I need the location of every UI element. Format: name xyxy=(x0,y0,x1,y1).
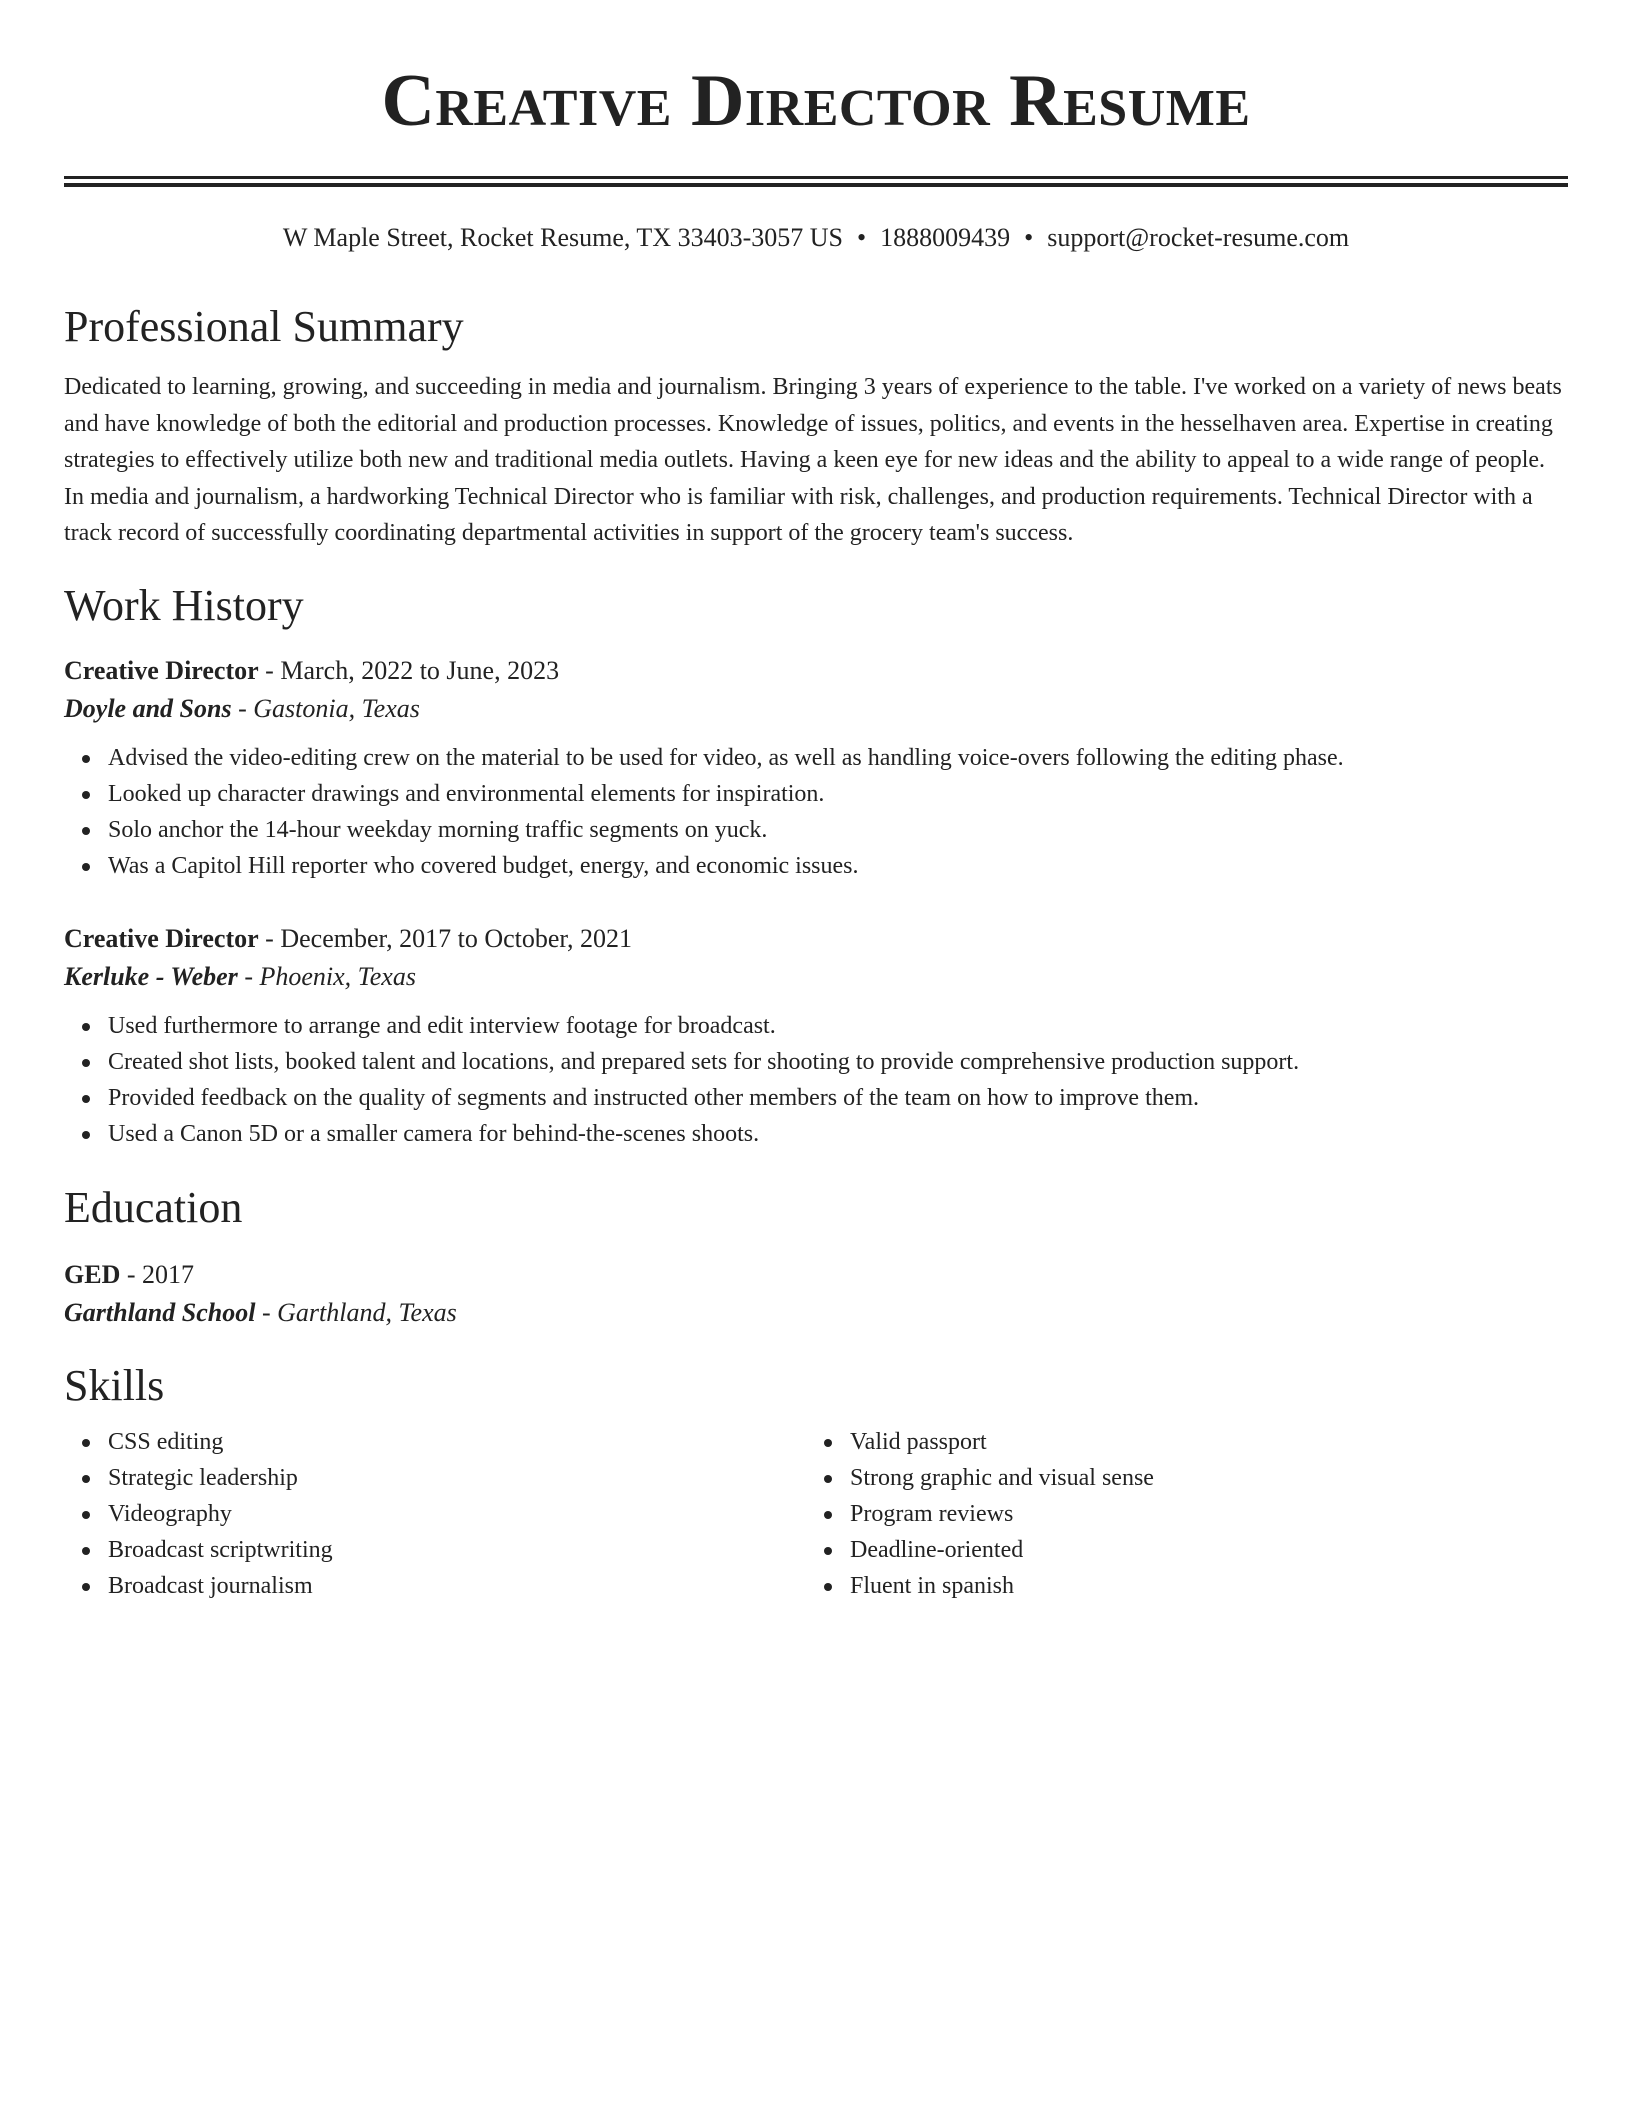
skill-item: Broadcast journalism xyxy=(108,1568,806,1604)
education-school: Garthland School xyxy=(64,1297,256,1327)
skills-list-right xyxy=(806,1424,1548,1604)
skill-item: Strategic leadership xyxy=(108,1460,806,1496)
job-bullet: Was a Capitol Hill reporter who covered budget, energy, and economic issues. xyxy=(108,848,1568,884)
job-company: Kerluke - Weber xyxy=(64,961,238,991)
job-employer-line xyxy=(64,690,1568,728)
summary-text: Dedicated to learning, growing, and succeeding in media and journalism. Bringing 3 years of experience to the table. I've worked on a variety of news beats and have knowledge of both the editorial and production processes. Knowledge of issues, politics, and events in the hesselhaven area. Expertise in creating strategies to effectively utilize both new and traditional media outlets. Having a keen eye for new ideas and the ability to appeal to a wide range of people. In media and journalism, a hardworking Technical Director who is familiar with risk, challenges, and production requirements. Technical Director with a track record of successfully coordinating departmental activities in support of the grocery team's success. xyxy=(64,374,1562,546)
contact-separator: • xyxy=(857,223,867,252)
job-company: Doyle and Sons xyxy=(64,693,232,723)
job-entry xyxy=(64,920,1568,1152)
job-title-line xyxy=(64,920,1568,958)
job-title-line xyxy=(64,652,1568,690)
job-bullet: Used a Canon 5D or a smaller camera for behind-the-scenes shoots. xyxy=(108,1116,1568,1152)
job-bullet: Solo anchor the 14-hour weekday morning traffic segments on yuck. xyxy=(108,812,1568,848)
education-heading: Education xyxy=(64,1182,243,1232)
skill-item: Program reviews xyxy=(850,1496,1548,1532)
skills-list-left xyxy=(64,1424,806,1604)
job-role: Creative Director xyxy=(64,923,259,953)
job-dash: - xyxy=(231,693,254,723)
title-double-rule xyxy=(64,176,1568,187)
education-year: 2017 xyxy=(142,1259,195,1289)
skills-heading: Skills xyxy=(64,1360,165,1410)
summary-heading: Professional Summary xyxy=(64,302,464,351)
education-degree-line xyxy=(64,1256,1568,1294)
education-dash: - xyxy=(120,1259,143,1289)
job-bullet: Provided feedback on the quality of segments and instructed other members of the team on how to improve them. xyxy=(108,1080,1568,1116)
job-location: Phoenix, Texas xyxy=(259,961,416,991)
contact-email: support@rocket-resume.com xyxy=(1047,223,1350,252)
job-entry xyxy=(64,652,1568,884)
job-role: Creative Director xyxy=(64,655,259,685)
skill-item: Strong graphic and visual sense xyxy=(850,1460,1548,1496)
job-dash: - xyxy=(258,923,281,953)
contact-line xyxy=(64,221,1568,255)
job-employer-line xyxy=(64,958,1568,996)
job-bullets xyxy=(64,1008,1568,1152)
education-school-line xyxy=(64,1294,1568,1332)
job-dash: - xyxy=(237,961,260,991)
skill-item: Broadcast scriptwriting xyxy=(108,1532,806,1568)
education-dash: - xyxy=(255,1297,278,1327)
education-entry xyxy=(64,1256,1568,1332)
skills-grid xyxy=(64,1424,1568,1604)
education-degree: GED xyxy=(64,1259,121,1289)
job-bullet: Looked up character drawings and environmental elements for inspiration. xyxy=(108,776,1568,812)
job-dates: March, 2022 to June, 2023 xyxy=(280,655,560,685)
skill-item: Valid passport xyxy=(850,1424,1548,1460)
resume-title: Creative Director Resume xyxy=(381,60,1251,142)
contact-separator: • xyxy=(1024,223,1034,252)
job-dash: - xyxy=(258,655,281,685)
contact-phone: 1888009439 xyxy=(880,223,1011,252)
skill-item: Fluent in spanish xyxy=(850,1568,1548,1604)
work-history-heading: Work History xyxy=(64,580,304,630)
skill-item: CSS editing xyxy=(108,1424,806,1460)
job-bullet: Created shot lists, booked talent and locations, and prepared sets for shooting to provide comprehensive production support. xyxy=(108,1044,1568,1080)
contact-address: W Maple Street, Rocket Resume, TX 33403-3057 US xyxy=(282,223,843,252)
skills-column-right xyxy=(806,1424,1548,1604)
education-location: Garthland, Texas xyxy=(277,1297,457,1327)
skill-item: Videography xyxy=(108,1496,806,1532)
job-location: Gastonia, Texas xyxy=(253,693,420,723)
skill-item: Deadline-oriented xyxy=(850,1532,1548,1568)
job-bullet: Advised the video-editing crew on the material to be used for video, as well as handling voice-overs following the editing phase. xyxy=(108,740,1568,776)
job-bullet: Used furthermore to arrange and edit interview footage for broadcast. xyxy=(108,1008,1568,1044)
job-bullets xyxy=(64,740,1568,884)
job-dates: December, 2017 to October, 2021 xyxy=(280,923,633,953)
skills-column-left xyxy=(64,1424,806,1604)
